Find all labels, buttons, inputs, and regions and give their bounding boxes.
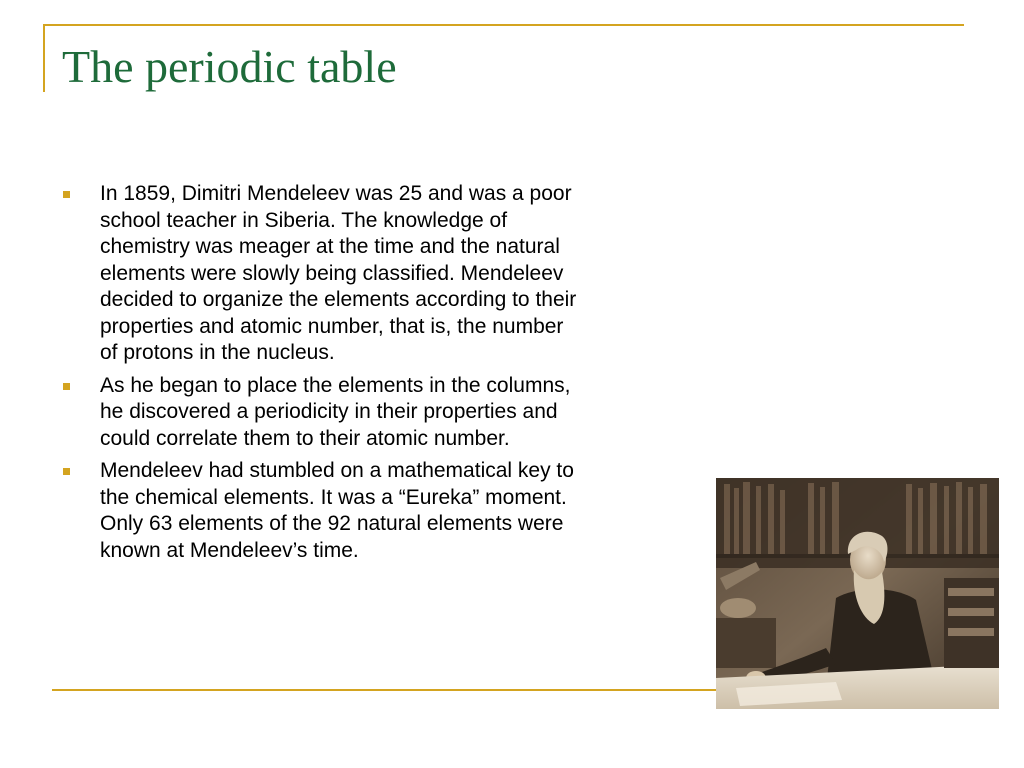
slide-title: The periodic table bbox=[62, 41, 397, 92]
frame-top-rule bbox=[43, 24, 964, 26]
bullet-text: In 1859, Dimitri Mendeleev was 25 and was a poor school teacher in Siberia. The knowledge of chemistry was meager at the time and the natural elements were slowly being classified. Mendeleev decided to organize the elements according to their properties and atomic number, that is, the number of protons in the nucleus. bbox=[100, 182, 577, 364]
bullet-item bbox=[58, 373, 723, 453]
bullet-text: As he began to place the elements in the columns, he discovered a periodicity in their properties and could correlate them to their atomic number. bbox=[100, 373, 571, 450]
bullet-item bbox=[58, 458, 723, 564]
bullet-item bbox=[58, 181, 723, 367]
square-bullet-icon bbox=[63, 191, 70, 198]
mendeleev-portrait-photo bbox=[716, 478, 999, 709]
bullet-list bbox=[58, 181, 723, 570]
square-bullet-icon bbox=[63, 383, 70, 390]
portrait-illustration bbox=[716, 478, 999, 709]
frame-left-rule bbox=[43, 24, 45, 92]
square-bullet-icon bbox=[63, 468, 70, 475]
bullet-text: Mendeleev had stumbled on a mathematical key to the chemical elements. It was a “Eureka” moment. Only 63 elements of the 92 natural elements were known at Mendeleev’s time. bbox=[100, 459, 574, 562]
